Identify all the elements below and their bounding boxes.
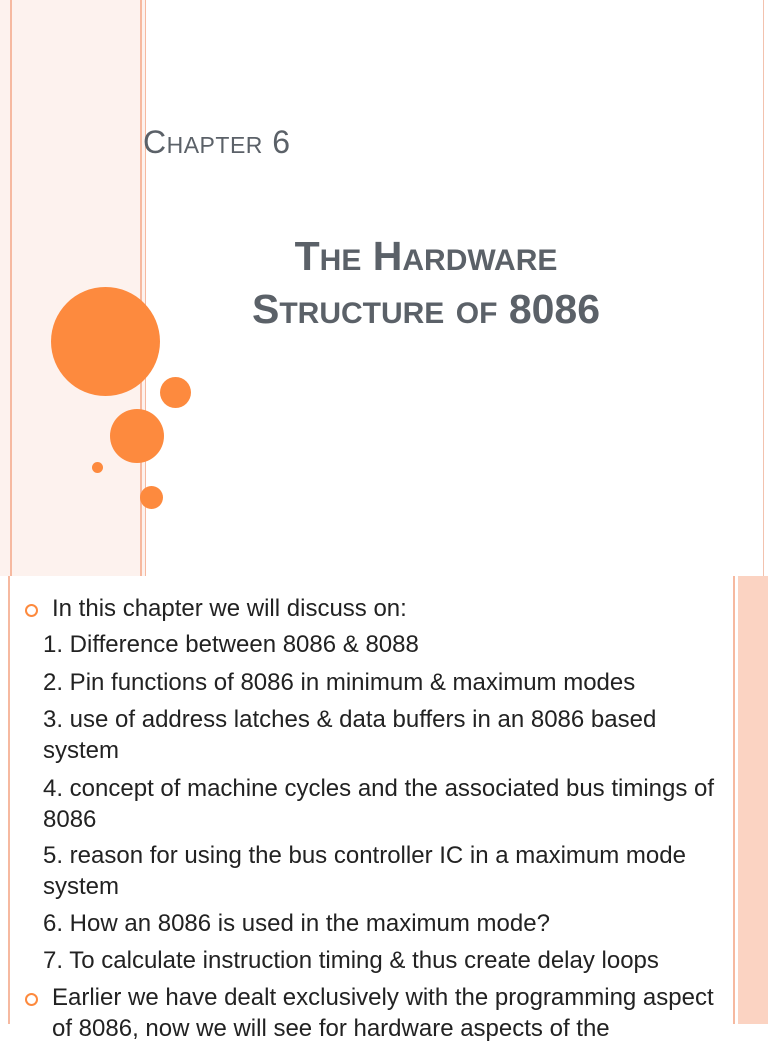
circle-tiny [92,462,103,473]
right-frame-line [763,0,764,576]
chapter-heading: CHAPTER 6 [143,124,291,160]
bullet-circle-icon [25,604,38,617]
bullet-intro: In this chapter we will discuss on: [52,595,407,622]
list-item: 3. use of address latches & data buffers in an 8086 based system [43,706,657,764]
right-stripe-thin [733,576,735,1024]
title-line-1: THE HARDWARE [294,233,558,279]
circle-large [51,287,160,396]
list-item: 2. Pin functions of 8086 in minimum & maximum modes [43,669,636,696]
list-item: 4. concept of machine cycles and the associated bus timings of 8086 [43,775,715,833]
content-slide [0,576,768,1042]
left-stripe [10,0,12,576]
circle-small-2 [140,486,163,509]
bullet-circle-icon [25,993,38,1006]
list-item: 6. How an 8086 is used in the maximum mode? [43,910,550,937]
list-item: 7. To calculate instruction timing & thus create delay loops [43,947,659,974]
circle-medium [110,409,164,463]
list-item: 5. reason for using the bus controller IC in a maximum mode system [43,842,686,900]
left-stripe [8,576,10,1024]
circle-small-1 [160,377,191,408]
title-line-2: STRUCTURE OF 8086 [251,286,601,332]
bullet-earlier: Earlier we have dealt exclusively with the programming aspect of 8086, now we will see for hardware aspects of the [52,984,714,1042]
slide-title [176,232,676,338]
list-item: 1. Difference between 8086 & 8088 [43,631,419,658]
right-stripe-band [738,576,768,1024]
left-band [0,0,145,576]
